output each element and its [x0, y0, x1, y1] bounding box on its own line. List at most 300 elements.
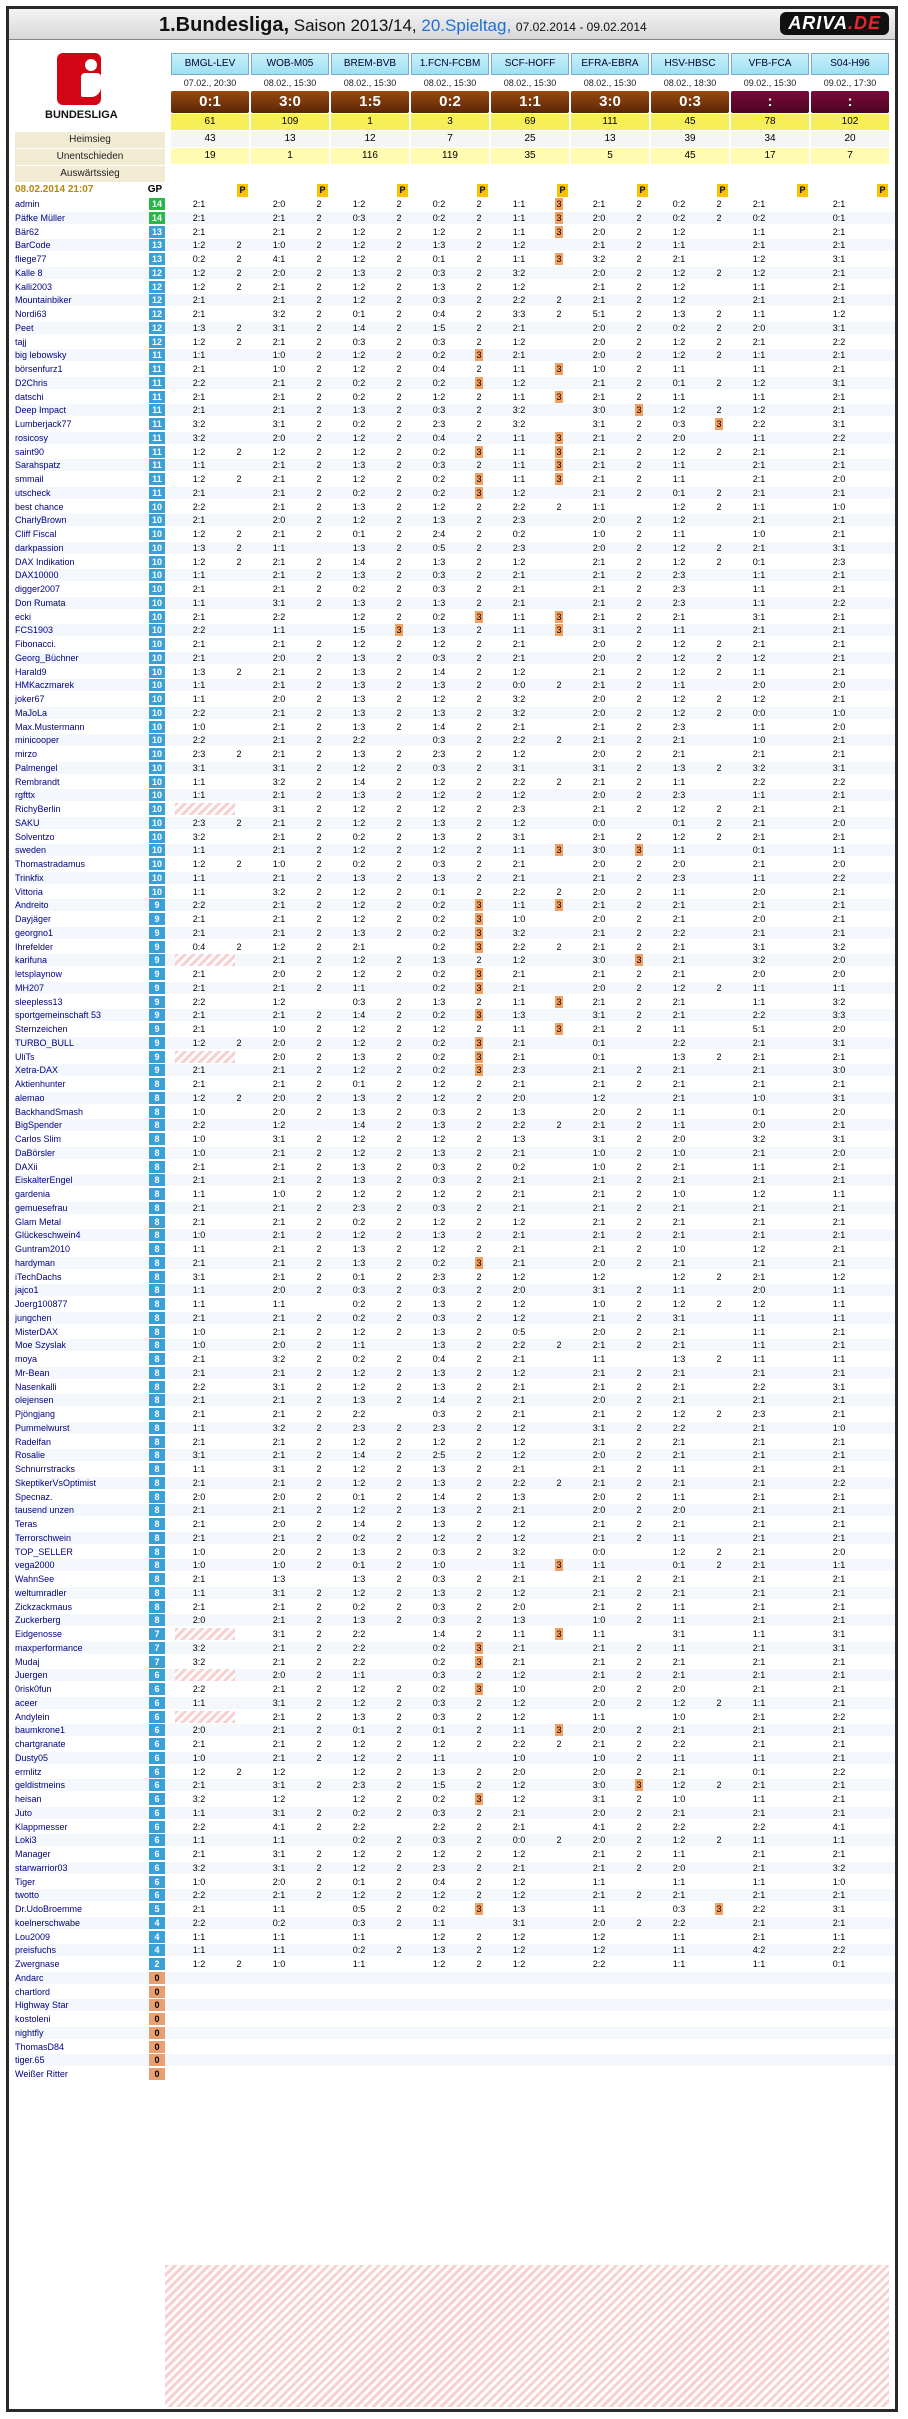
table-row[interactable]	[15, 1876, 895, 1888]
player-name[interactable]: Schnurrstracks	[15, 1464, 76, 1474]
player-name[interactable]: rosicosy	[15, 432, 49, 443]
table-row[interactable]	[15, 611, 895, 623]
player-name[interactable]: joker67	[15, 694, 45, 704]
tip-cell: 1:2	[352, 1326, 366, 1337]
tip-cell: 1:3	[352, 1175, 366, 1186]
table-row[interactable]	[15, 1848, 895, 1860]
player-name[interactable]: Mr-Bean	[15, 1367, 50, 1378]
player-name[interactable]: MH207	[15, 982, 45, 993]
table-row[interactable]	[15, 528, 895, 540]
table-row[interactable]	[15, 1051, 895, 1063]
table-row[interactable]	[15, 1436, 895, 1448]
player-name[interactable]: datschi	[15, 391, 44, 402]
match-header[interactable]	[411, 53, 489, 164]
player-name[interactable]: ThomasD84	[15, 2041, 65, 2052]
player-name[interactable]: best chance	[15, 501, 64, 512]
player-name[interactable]: Nordi63	[15, 309, 47, 319]
tip-cell: 1:1	[192, 776, 206, 787]
player-name[interactable]: börsenfurz1	[15, 364, 63, 374]
player-name[interactable]: twotto	[15, 1890, 40, 1901]
table-row[interactable]	[15, 968, 895, 980]
table-row[interactable]	[15, 2054, 895, 2066]
table-row[interactable]	[15, 899, 895, 911]
player-name[interactable]: heisan	[15, 1794, 42, 1804]
table-row[interactable]	[15, 198, 895, 210]
player-name[interactable]: Dusty05	[15, 1752, 49, 1763]
table-row[interactable]	[15, 817, 895, 829]
table-row[interactable]	[15, 1312, 895, 1324]
player-name[interactable]: Guntram2010	[15, 1244, 71, 1254]
player-name[interactable]: Eidgenosse	[15, 1629, 63, 1639]
table-row[interactable]	[15, 1339, 895, 1351]
table-row[interactable]	[15, 679, 895, 691]
player-name[interactable]: preisfuchs	[15, 1945, 57, 1956]
player-name[interactable]: Weißer Ritter	[15, 2069, 68, 2079]
player-name[interactable]: Juergen	[15, 1670, 48, 1681]
match-header[interactable]	[651, 53, 729, 164]
player-name[interactable]: minicooper	[15, 735, 60, 746]
table-row[interactable]	[15, 1504, 895, 1516]
table-row[interactable]	[15, 1697, 895, 1709]
player-name[interactable]: Glam Metal	[15, 1216, 62, 1227]
table-row[interactable]	[15, 1931, 895, 1943]
player-name[interactable]: hardyman	[15, 1257, 56, 1268]
player-name[interactable]: saint90	[15, 446, 45, 457]
table-row[interactable]	[15, 1944, 895, 1956]
table-row[interactable]	[15, 459, 895, 471]
table-row[interactable]	[15, 501, 895, 513]
player-name[interactable]: big lebowsky	[15, 350, 67, 361]
player-name[interactable]: Joerg100877	[15, 1299, 68, 1309]
table-row[interactable]	[15, 707, 895, 719]
player-name[interactable]: Kalle 8	[15, 267, 43, 278]
player-name[interactable]: Thomastradamus	[15, 859, 86, 869]
table-row[interactable]	[15, 1243, 895, 1255]
table-row[interactable]	[15, 1656, 895, 1668]
player-name[interactable]: olejensen	[15, 1395, 54, 1406]
table-row[interactable]	[15, 872, 895, 884]
player-name[interactable]: Rembrandt	[15, 776, 60, 787]
player-name[interactable]: mirzo	[15, 749, 37, 759]
table-row[interactable]	[15, 1353, 895, 1365]
player-name[interactable]: BarCode	[15, 240, 51, 251]
player-name[interactable]: Max.Mustermann	[15, 721, 85, 732]
player-name[interactable]: MisterDAX	[15, 1326, 59, 1337]
player-name[interactable]: geldistmeins	[15, 1780, 66, 1791]
player-name[interactable]: BackhandSmash	[15, 1106, 84, 1117]
player-name[interactable]: digger2007	[15, 584, 61, 594]
player-name[interactable]: Peet	[15, 322, 34, 333]
table-row[interactable]	[15, 487, 895, 499]
table-row[interactable]	[15, 1807, 895, 1819]
table-row[interactable]	[15, 1133, 895, 1145]
tip-points: 2	[396, 1862, 402, 1873]
player-name[interactable]: Tiger	[15, 1876, 36, 1887]
player-name[interactable]: TURBO_BULL	[15, 1037, 75, 1048]
table-row[interactable]	[15, 239, 895, 251]
player-name[interactable]: 0risk0fun	[15, 1684, 52, 1694]
table-row[interactable]	[15, 1381, 895, 1393]
table-row[interactable]	[15, 1642, 895, 1654]
player-name[interactable]: chartgranate	[15, 1739, 66, 1749]
table-row[interactable]	[15, 762, 895, 774]
player-name[interactable]: jungchen	[15, 1312, 52, 1323]
player-name[interactable]: aceer	[15, 1697, 38, 1708]
player-name[interactable]: Zickzackmaus	[15, 1601, 73, 1612]
player-name[interactable]: Sarahspatz	[15, 460, 61, 471]
player-name[interactable]: ecki	[15, 611, 32, 622]
table-row[interactable]	[15, 1614, 895, 1626]
match-header[interactable]	[491, 53, 569, 164]
player-name[interactable]: Mudaj	[15, 1656, 40, 1667]
player-name[interactable]: Cliff Fiscal	[15, 529, 57, 539]
player-name[interactable]: utscheck	[15, 487, 51, 498]
table-row[interactable]	[15, 1587, 895, 1599]
player-name[interactable]: Lumberjack77	[15, 419, 72, 429]
table-row[interactable]	[15, 294, 895, 306]
player-name[interactable]: Pjöngjang	[15, 1409, 56, 1419]
player-name[interactable]: sweden	[15, 845, 47, 856]
table-row[interactable]	[15, 1917, 895, 1929]
player-name[interactable]: gemuesefrau	[15, 1202, 68, 1213]
table-row[interactable]	[15, 803, 895, 815]
table-row[interactable]	[15, 858, 895, 870]
player-name[interactable]: tiger.65	[15, 2055, 45, 2066]
player-name[interactable]: kostoleni	[15, 2014, 51, 2024]
player-name[interactable]: Ihrefelder	[15, 941, 54, 952]
player-name[interactable]: Päfke Müller	[15, 212, 66, 223]
player-name[interactable]: DaBörsler	[15, 1147, 56, 1158]
table-row[interactable]	[15, 1628, 895, 1640]
player-name[interactable]: Trinkfix	[15, 872, 44, 883]
table-row[interactable]	[15, 1367, 895, 1379]
player-name[interactable]: Andylein	[15, 1711, 50, 1722]
table-row[interactable]	[15, 831, 895, 843]
player-name[interactable]: Lou2009	[15, 1931, 51, 1942]
match-header[interactable]	[171, 53, 249, 164]
table-row[interactable]	[15, 349, 895, 361]
player-name[interactable]: TOP_SELLER	[15, 1546, 73, 1557]
table-row[interactable]	[15, 638, 895, 650]
table-row[interactable]	[15, 624, 895, 636]
table-row[interactable]	[15, 1669, 895, 1681]
player-name[interactable]: alemao	[15, 1092, 45, 1103]
table-row[interactable]	[15, 734, 895, 746]
table-row[interactable]	[15, 1188, 895, 1200]
player-name[interactable]: Carlos Slim	[15, 1134, 62, 1144]
table-row[interactable]	[15, 1683, 895, 1695]
table-row[interactable]	[15, 844, 895, 856]
table-row[interactable]	[15, 1023, 895, 1035]
table-row[interactable]	[15, 473, 895, 485]
player-name[interactable]: Teras	[15, 1519, 38, 1529]
table-row[interactable]	[15, 941, 895, 953]
table-row[interactable]	[15, 1958, 895, 1970]
player-name[interactable]: Rosalie	[15, 1450, 46, 1461]
table-row[interactable]	[15, 556, 895, 568]
table-row[interactable]	[15, 1326, 895, 1338]
player-name[interactable]: Klappmesser	[15, 1821, 68, 1832]
table-row[interactable]	[15, 1793, 895, 1805]
player-name[interactable]: Don Rumata	[15, 597, 66, 608]
table-row[interactable]	[15, 322, 895, 334]
player-name[interactable]: gardenia	[15, 1189, 51, 1199]
tip-points: 2	[476, 1285, 482, 1296]
table-row[interactable]	[15, 446, 895, 458]
table-row[interactable]	[15, 2068, 895, 2080]
table-row[interactable]	[15, 1147, 895, 1159]
player-points: 8	[149, 1573, 165, 1585]
player-name[interactable]: Manager	[15, 1849, 51, 1859]
player-name[interactable]: Aktienhunter	[15, 1079, 66, 1089]
player-name[interactable]: Terrorschwein	[15, 1532, 72, 1543]
player-name[interactable]: maxperformance	[15, 1642, 83, 1653]
table-row[interactable]	[15, 1463, 895, 1475]
table-row[interactable]	[15, 693, 895, 705]
player-name[interactable]: Juto	[15, 1807, 33, 1818]
player-name[interactable]: karifuna	[15, 955, 48, 966]
player-name[interactable]: Bär62	[15, 226, 40, 237]
table-row[interactable]	[15, 514, 895, 526]
tip-points: 2	[316, 570, 322, 581]
player-name[interactable]: sportgemeinschaft 53	[15, 1010, 102, 1021]
player-name[interactable]: Deep Impact	[15, 405, 67, 416]
table-row[interactable]	[15, 886, 895, 898]
table-row[interactable]	[15, 927, 895, 939]
match-header[interactable]	[811, 53, 889, 164]
table-row[interactable]	[15, 1394, 895, 1406]
tip-cell: 2:1	[672, 1450, 686, 1461]
player-name[interactable]: Xetra-DAX	[15, 1065, 59, 1076]
player-name[interactable]: koelnerschwabe	[15, 1917, 81, 1928]
table-row[interactable]	[15, 569, 895, 581]
table-row[interactable]	[15, 666, 895, 678]
table-row[interactable]	[15, 748, 895, 760]
player-name[interactable]: weltumradler	[15, 1587, 67, 1598]
table-row[interactable]	[15, 913, 895, 925]
player-name[interactable]: darkpassion	[15, 542, 64, 553]
player-name[interactable]: Kalli2003	[15, 281, 53, 292]
player-name[interactable]: fliege77	[15, 254, 47, 264]
player-name[interactable]: Pummelwurst	[15, 1422, 70, 1433]
table-row[interactable]	[15, 1257, 895, 1269]
table-row[interactable]	[15, 1491, 895, 1503]
match-header[interactable]	[251, 53, 329, 164]
table-row[interactable]	[15, 1271, 895, 1283]
player-name[interactable]: Andarc	[15, 1972, 44, 1983]
table-row[interactable]	[15, 1408, 895, 1420]
tip-cell: 2:0	[592, 1766, 606, 1777]
table-row[interactable]	[15, 2041, 895, 2053]
table-row[interactable]	[15, 1889, 895, 1901]
player-name[interactable]: Specnaz.	[15, 1491, 53, 1502]
player-name[interactable]: jajco1	[15, 1285, 39, 1296]
table-row[interactable]	[15, 1078, 895, 1090]
player-name[interactable]: moya	[15, 1354, 38, 1364]
tip-points: 2	[316, 432, 322, 443]
player-name[interactable]: Andreito	[15, 900, 49, 911]
player-name[interactable]: nightfly	[15, 2027, 44, 2038]
table-row[interactable]	[15, 267, 895, 279]
player-name[interactable]: Radelfan	[15, 1436, 52, 1447]
table-row[interactable]	[15, 1229, 895, 1241]
table-row[interactable]	[15, 281, 895, 293]
player-name[interactable]: ermlitz	[15, 1766, 42, 1777]
table-row[interactable]	[15, 253, 895, 265]
player-name[interactable]: smmail	[15, 474, 44, 484]
player-name[interactable]: Harald9	[15, 666, 47, 677]
tip-cell: 2:1	[192, 391, 206, 402]
table-row[interactable]	[15, 1711, 895, 1723]
match-header[interactable]	[571, 53, 649, 164]
player-name[interactable]: DAX Indikation	[15, 556, 75, 567]
table-row[interactable]	[15, 418, 895, 430]
player-name[interactable]: SAKU	[15, 817, 40, 828]
table-row[interactable]	[15, 542, 895, 554]
tip-points: 2	[316, 817, 322, 828]
table-row[interactable]	[15, 2013, 895, 2025]
table-row[interactable]	[15, 2027, 895, 2039]
table-row[interactable]	[15, 1174, 895, 1186]
table-row[interactable]	[15, 1532, 895, 1544]
table-row[interactable]	[15, 996, 895, 1008]
table-row[interactable]	[15, 1986, 895, 1998]
player-name[interactable]: DAXii	[15, 1161, 38, 1172]
table-row[interactable]	[15, 1766, 895, 1778]
tip-cell: 1:2	[672, 226, 686, 237]
ariva-logo[interactable]	[780, 12, 889, 35]
player-name[interactable]: EiskalterEngel	[15, 1175, 73, 1186]
player-name[interactable]: CharlyBrown	[15, 515, 67, 526]
table-row[interactable]	[15, 1559, 895, 1571]
table-row[interactable]	[15, 1216, 895, 1228]
player-name[interactable]: HMKaczmarek	[15, 680, 75, 691]
player-name[interactable]: letsplaynow	[15, 969, 63, 979]
match-header[interactable]	[731, 53, 809, 164]
player-name[interactable]: Highway Star	[15, 2000, 69, 2011]
player-name[interactable]: Dr.UdoBroemme	[15, 1904, 83, 1914]
tip-points: 2	[236, 529, 242, 539]
player-name[interactable]: UliTs	[15, 1051, 35, 1062]
table-row[interactable]	[15, 721, 895, 733]
table-row[interactable]	[15, 982, 895, 994]
player-name[interactable]: Solventzo	[15, 831, 55, 842]
player-name[interactable]: admin	[15, 199, 40, 209]
player-name[interactable]: DAX10000	[15, 570, 59, 581]
table-row[interactable]	[15, 1518, 895, 1530]
player-name[interactable]: Georg_Büchner	[15, 652, 79, 663]
player-name[interactable]: baumkrone1	[15, 1725, 66, 1736]
player-name[interactable]: Zwergnase	[15, 1959, 60, 1969]
player-name[interactable]: Sternzeichen	[15, 1024, 68, 1034]
table-row[interactable]	[15, 1284, 895, 1296]
table-row[interactable]	[15, 1752, 895, 1764]
player-name[interactable]: sleepless13	[15, 996, 63, 1007]
table-row[interactable]	[15, 1779, 895, 1791]
player-name[interactable]: WahnSee	[15, 1574, 55, 1584]
player-name[interactable]: Glückeschwein4	[15, 1230, 81, 1241]
table-row[interactable]	[15, 583, 895, 595]
player-name[interactable]: RichyBerlin	[15, 804, 61, 814]
player-name[interactable]: SkeptikerVsOptimist	[15, 1477, 97, 1488]
player-name[interactable]: starwarrior03	[15, 1862, 68, 1873]
table-row[interactable]	[15, 391, 895, 403]
table-row[interactable]	[15, 1738, 895, 1750]
player-name[interactable]: georgno1	[15, 927, 54, 938]
table-row[interactable]	[15, 1161, 895, 1173]
table-row[interactable]	[15, 1724, 895, 1736]
player-name[interactable]: Mountainbiker	[15, 295, 72, 306]
tip-cell: 2:2	[512, 886, 526, 897]
table-row[interactable]	[15, 377, 895, 389]
table-row[interactable]	[15, 226, 895, 238]
table-row[interactable]	[15, 404, 895, 416]
player-name[interactable]: FCS1903	[15, 625, 54, 636]
player-name[interactable]: MaJoLa	[15, 707, 48, 718]
table-row[interactable]	[15, 1298, 895, 1310]
table-row[interactable]	[15, 954, 895, 966]
player-name[interactable]: Fibonacci.	[15, 639, 57, 649]
table-row[interactable]	[15, 1064, 895, 1076]
table-row[interactable]	[15, 776, 895, 788]
table-row[interactable]	[15, 1573, 895, 1585]
table-row[interactable]	[15, 1449, 895, 1461]
table-row[interactable]	[15, 1601, 895, 1613]
table-row[interactable]	[15, 1009, 895, 1021]
player-name[interactable]: vega2000	[15, 1560, 55, 1571]
player-name[interactable]: Loki3	[15, 1835, 37, 1846]
table-row[interactable]	[15, 1862, 895, 1874]
table-row[interactable]	[15, 1477, 895, 1489]
table-row[interactable]	[15, 1106, 895, 1118]
table-row[interactable]	[15, 336, 895, 348]
player-name[interactable]: rgfttx	[15, 790, 36, 801]
player-name[interactable]: Nasenkalli	[15, 1381, 57, 1392]
table-row[interactable]	[15, 1119, 895, 1131]
match-result: 0:2	[411, 91, 489, 113]
table-row[interactable]	[15, 1821, 895, 1833]
player-name[interactable]: chartlord	[15, 1986, 51, 1997]
table-row[interactable]	[15, 1972, 895, 1984]
table-row[interactable]	[15, 1202, 895, 1214]
player-name[interactable]: Palmengel	[15, 762, 58, 773]
player-name[interactable]: tajj	[15, 336, 27, 347]
player-name[interactable]: Moe Szyslak	[15, 1340, 67, 1351]
table-row[interactable]	[15, 597, 895, 609]
player-name[interactable]: BigSpender	[15, 1120, 63, 1131]
table-row[interactable]	[15, 789, 895, 801]
table-row[interactable]	[15, 1999, 895, 2011]
player-name[interactable]: Dayjäger	[15, 914, 52, 924]
player-name[interactable]: tausend unzen	[15, 1505, 75, 1516]
table-row[interactable]	[15, 1422, 895, 1434]
table-row[interactable]	[15, 308, 895, 320]
table-row[interactable]	[15, 1092, 895, 1104]
table-row[interactable]	[15, 1546, 895, 1558]
table-row[interactable]	[15, 363, 895, 375]
table-row[interactable]	[15, 1834, 895, 1846]
table-row[interactable]	[15, 212, 895, 224]
match-header[interactable]	[331, 53, 409, 164]
player-name[interactable]: iTechDachs	[15, 1271, 62, 1282]
player-name[interactable]: D2Chris	[15, 377, 48, 388]
player-name[interactable]: Zuckerberg	[15, 1615, 61, 1626]
player-name[interactable]: Vittoria	[15, 886, 43, 897]
table-row[interactable]	[15, 652, 895, 664]
table-row[interactable]	[15, 432, 895, 444]
table-row[interactable]	[15, 1037, 895, 1049]
table-row[interactable]	[15, 1903, 895, 1915]
